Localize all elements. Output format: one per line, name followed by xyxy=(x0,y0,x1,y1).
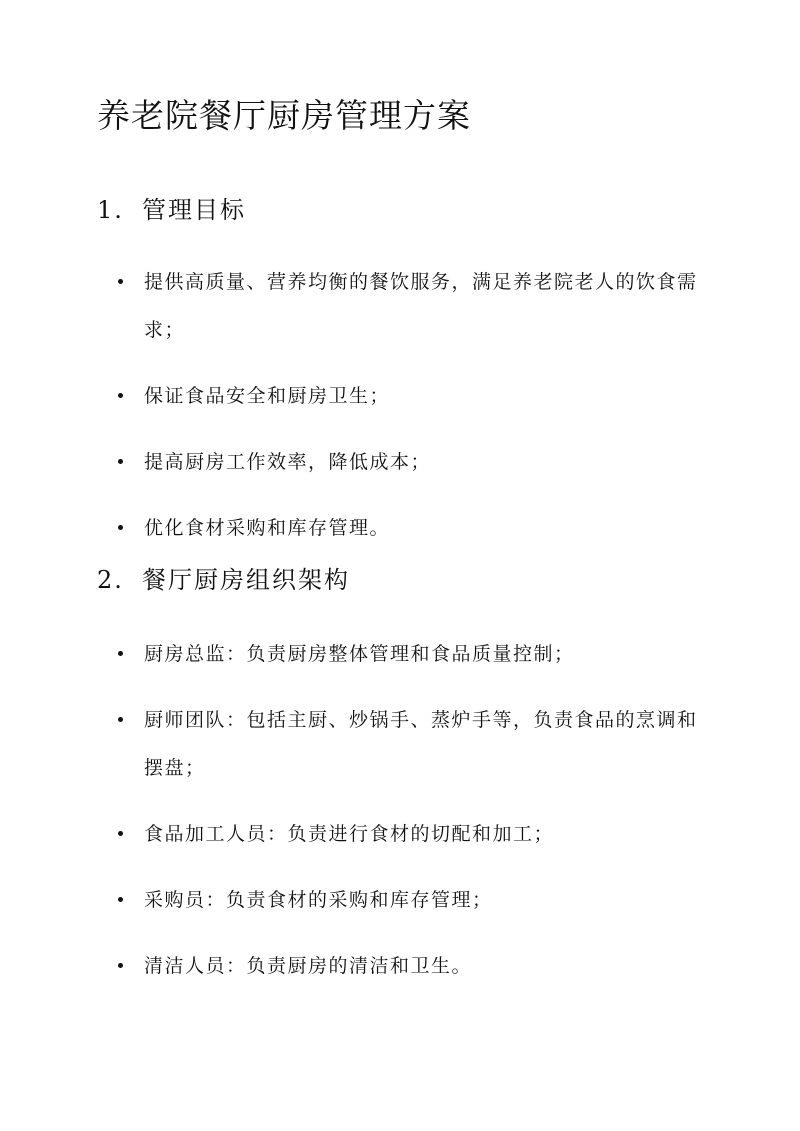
list-item xyxy=(118,876,698,924)
document-title: 养老院餐厅厨房管理方案 xyxy=(97,96,471,135)
bullet-icon xyxy=(118,279,123,284)
bullet-icon xyxy=(118,963,123,968)
list-item-text: 采购员：负责食材的采购和库存管理； xyxy=(144,889,493,911)
bullet-icon xyxy=(118,393,123,398)
list-item-text: 清洁人员：负责厨房的清洁和卫生。 xyxy=(144,955,473,977)
bullet-icon xyxy=(118,459,123,464)
list-item-text: 厨房总监：负责厨房整体管理和食品质量控制； xyxy=(144,643,575,665)
list-item xyxy=(118,942,698,990)
list-item xyxy=(118,810,698,858)
management-goals-list xyxy=(118,258,698,570)
list-item xyxy=(118,258,698,354)
organization-list xyxy=(118,630,698,1008)
list-item-text: 厨师团队：包括主厨、炒锅手、蒸炉手等，负责食品的烹调和摆盘； xyxy=(144,709,698,779)
list-item xyxy=(118,630,698,678)
section-heading-text: 管理目标 xyxy=(142,196,246,224)
section-heading-management-goals xyxy=(97,196,246,225)
bullet-icon xyxy=(118,897,123,902)
bullet-icon xyxy=(118,651,123,656)
list-item xyxy=(118,372,698,420)
list-item xyxy=(118,504,698,552)
list-item xyxy=(118,438,698,486)
list-item-text: 保证食品安全和厨房卫生； xyxy=(144,385,391,407)
bullet-icon xyxy=(118,717,123,722)
list-item-text: 提高厨房工作效率，降低成本； xyxy=(144,451,432,473)
list-item-text: 食品加工人员：负责进行食材的切配和加工； xyxy=(144,823,555,845)
section-number: 1. xyxy=(97,196,124,224)
bullet-icon xyxy=(118,525,123,530)
section-heading-organization xyxy=(97,566,350,595)
bullet-icon xyxy=(118,831,123,836)
list-item xyxy=(118,696,698,792)
list-item-text: 优化食材采购和库存管理。 xyxy=(144,517,391,539)
list-item-text: 提供高质量、营养均衡的餐饮服务，满足养老院老人的饮食需求； xyxy=(144,271,698,341)
section-number: 2. xyxy=(97,566,124,594)
section-heading-text: 餐厅厨房组织架构 xyxy=(142,566,350,594)
